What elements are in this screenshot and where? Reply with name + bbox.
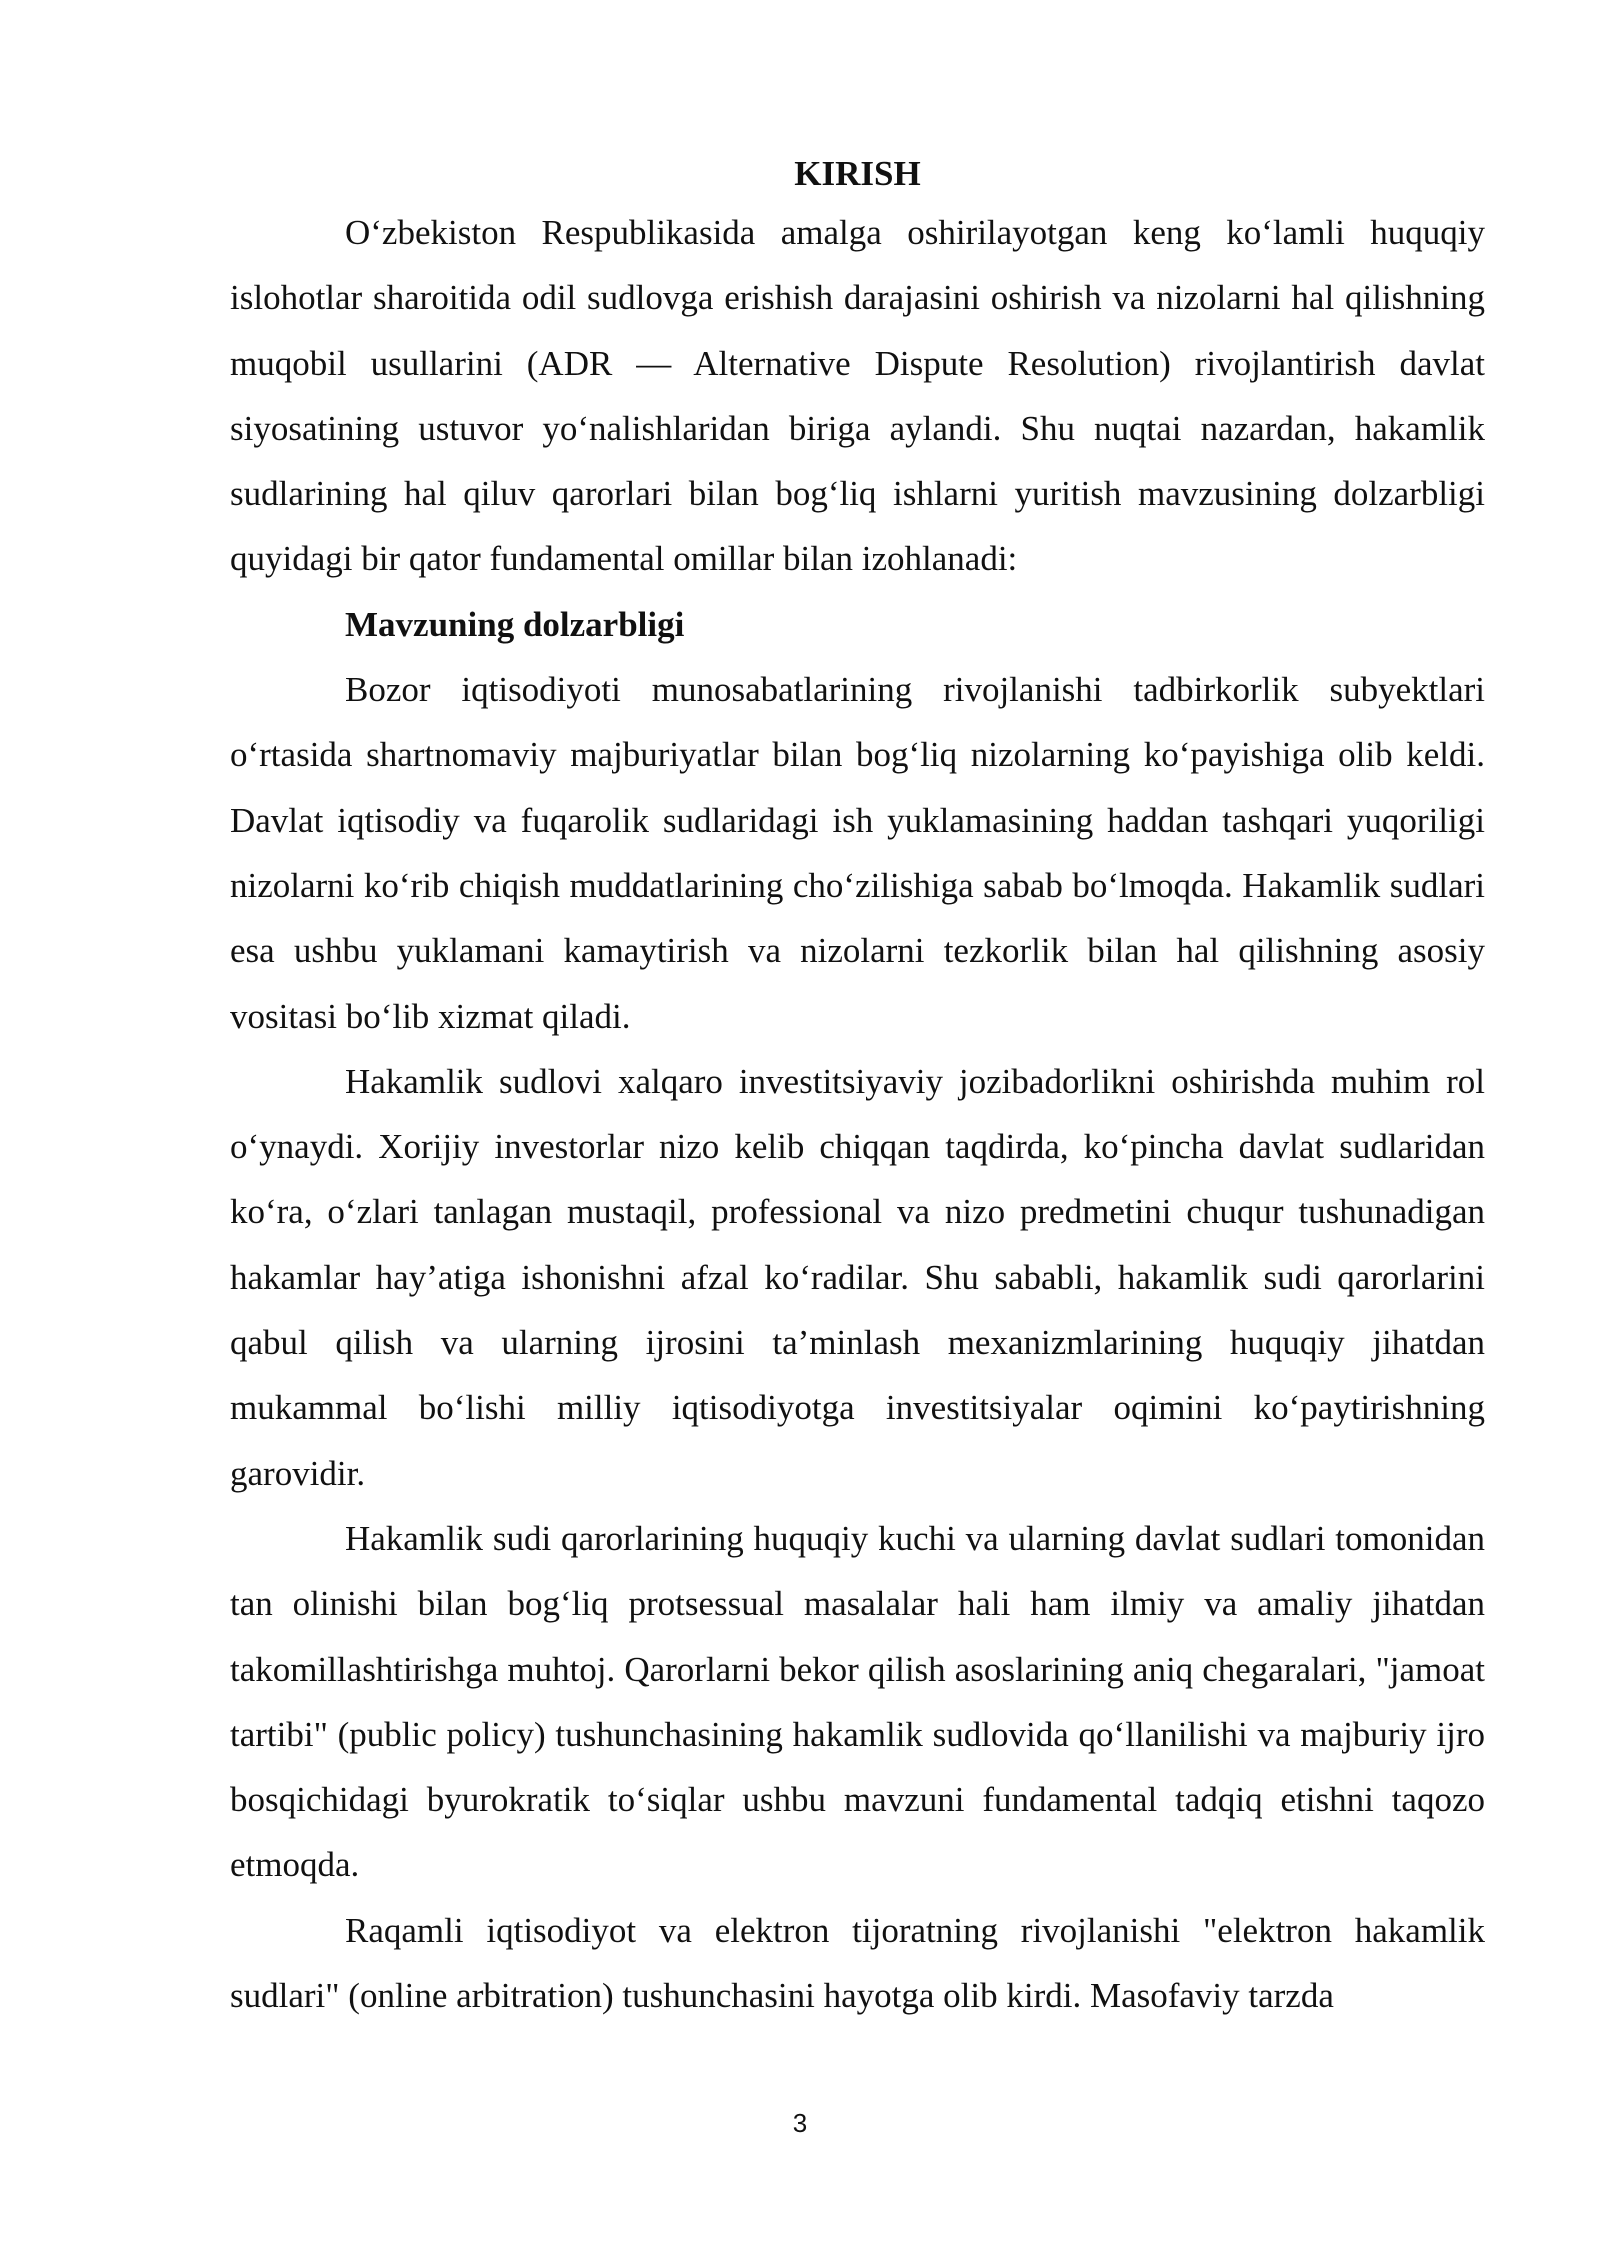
body-paragraph: Bozor iqtisodiyoti munosabatlarining rivojlanishi tadbirkorlik subyektlari o‘rtasida shartnomaviy majburiyatlar bilan bog‘liq nizolarning ko‘payishiga olib keldi. Davlat iqtisodiy va fuqarolik sudlaridagi ish yuklamasining haddan tashqari yuqoriligi nizolarni ko‘rib chiqish muddatlarining cho‘zilishiga sabab bo‘lmoqda. Hakamlik sudlari esa ushbu yuklamani kamaytirish va nizolarni tezkorlik bilan hal qilishning asosiy vositasi bo‘lib xizmat qiladi. <box>230 670 1485 1036</box>
body-paragraph: Hakamlik sudlovi xalqaro investitsiyaviy jozibadorlikni oshirishda muhim rol o‘ynaydi. Xorijiy investorlar nizo kelib chiqqan taqdirda, ko‘pincha davlat sudlaridan ko‘ra, o‘zlari tanlagan mustaqil, professional va nizo predmetini chuqur tushunadigan hakamlar hay’atiga ishonishni afzal ko‘radilar. Shu sababli, hakamlik sudi qarorlarini qabul qilish va ularning ijrosini ta’minlash mexanizmlarining huquqiy jihatdan mukammal bo‘lishi milliy iqtisodiyotga investitsiyalar oqimini ko‘paytirishning garovidir. <box>230 1061 1485 1493</box>
body-paragraph: Raqamli iqtisodiyot va elektron tijoratning rivojlanishi "elektron hakamlik sudlari" (online arbitration) tushunchasini hayotga olib kirdi. Masofaviy tarzda <box>230 1910 1485 2016</box>
section-subheading: Mavzuning dolzarbligi <box>345 604 685 644</box>
page-heading: KIRISH <box>794 154 921 193</box>
page-content <box>230 148 1485 2028</box>
intro-paragraph: O‘zbekiston Respublikasida amalga oshirilayotgan keng ko‘lamli huquqiy islohotlar sharoitida odil sudlovga erishish darajasini oshirish va nizolarni hal qilishning muqobil usullarini (ADR — Alternative Dispute Resolution) rivojlantirish davlat siyosatining ustuvor yo‘nalishlaridan biriga aylandi. Shu nuqtai nazardan, hakamlik sudlarining hal qiluv qarorlari bilan bog‘liq ishlarni yuritish mavzusining dolzarbligi quyidagi bir qator fundamental omillar bilan izohlanadi: <box>230 213 1485 579</box>
page-number: 3 <box>792 2108 808 2138</box>
body-paragraph: Hakamlik sudi qarorlarining huquqiy kuchi va ularning davlat sudlari tomonidan tan olinishi bilan bog‘liq protsessual masalalar hali ham ilmiy va amaliy jihatdan takomillashtirishga muhtoj. Qarorlarni bekor qilish asoslarining aniq chegaralari, "jamoat tartibi" (public policy) tushunchasining hakamlik sudlovida qo‘llanilishi va majburiy ijro bosqichidagi byurokratik to‘siqlar ushbu mavzuni fundamental tadqiq etishni taqozo etmoqda. <box>230 1518 1485 1885</box>
